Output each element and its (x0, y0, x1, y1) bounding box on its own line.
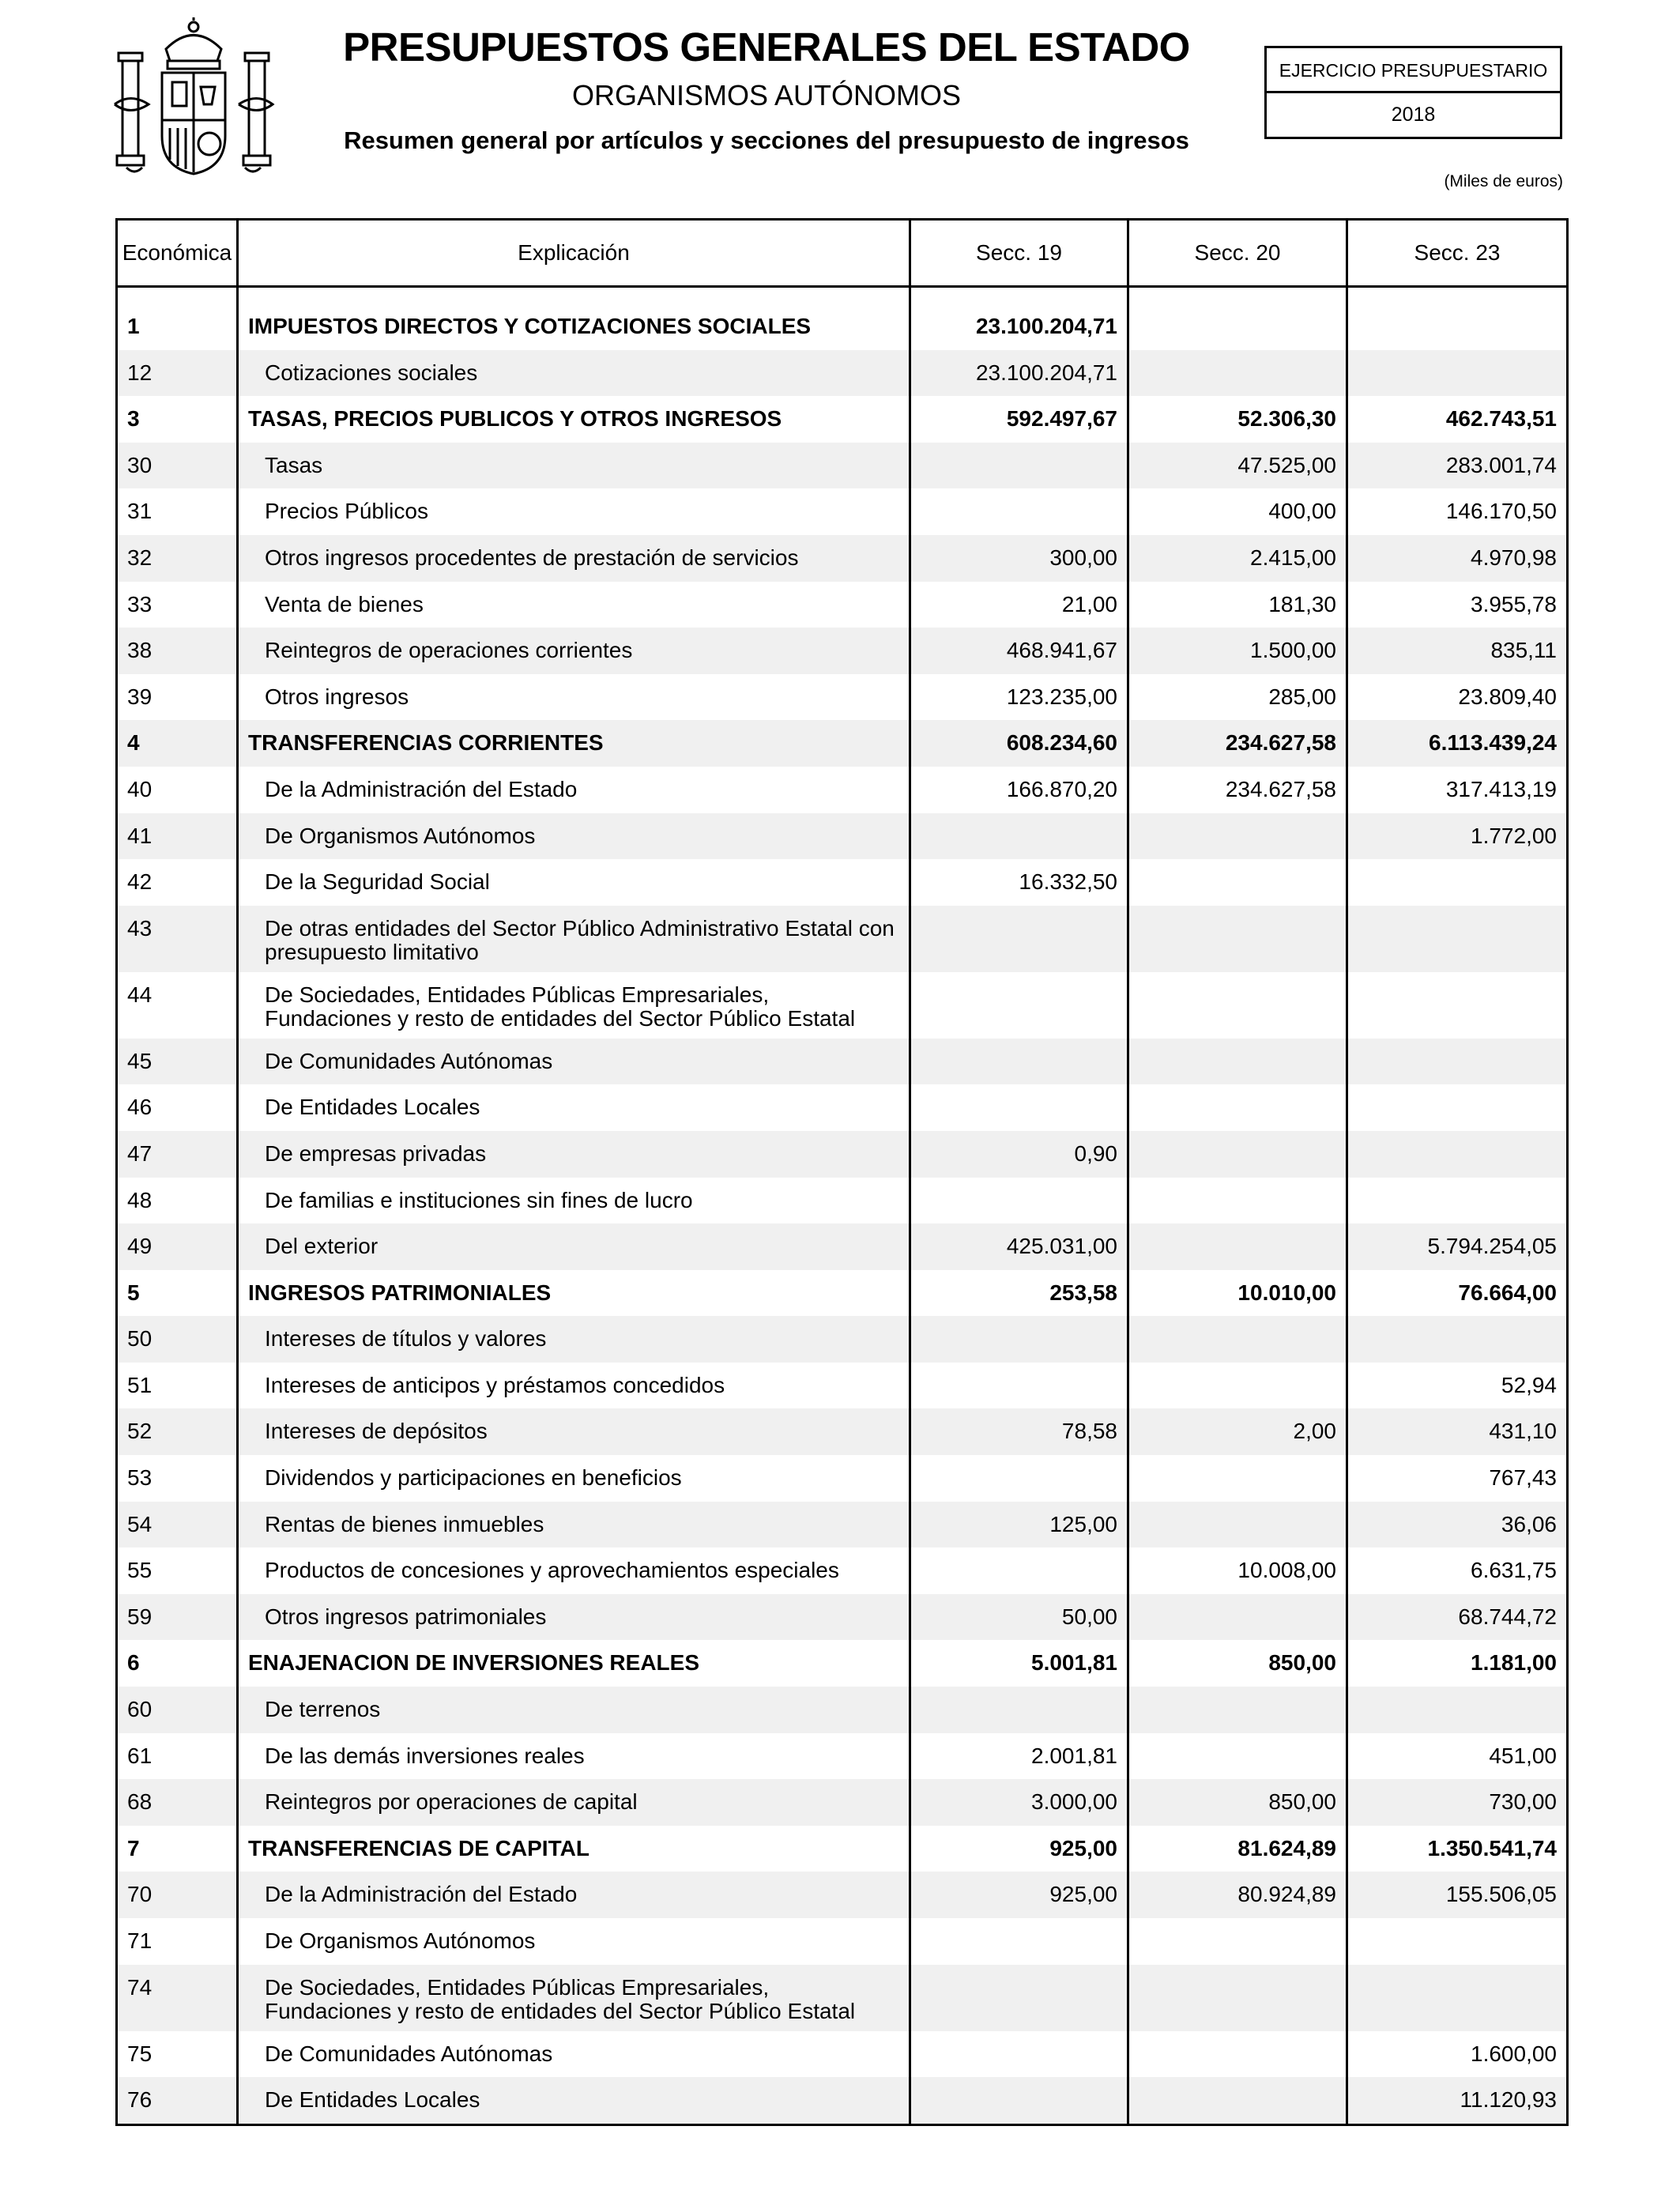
cell-secc-20 (1128, 1502, 1347, 1548)
table-row (117, 396, 1568, 443)
cell-economica: 51 (117, 1363, 238, 1409)
cell-explicacion: De terrenos (238, 1687, 910, 1733)
cell-secc-23: 451,00 (1347, 1733, 1568, 1780)
cell-secc-23: 76.664,00 (1347, 1270, 1568, 1317)
cell-secc-23: 730,00 (1347, 1779, 1568, 1826)
cell-economica: 52 (117, 1408, 238, 1455)
cell-explicacion: Intereses de anticipos y préstamos concedidos (238, 1363, 910, 1409)
cell-explicacion: Del exterior (238, 1223, 910, 1270)
cell-secc-19 (910, 906, 1128, 972)
cell-economica: 6 (117, 1640, 238, 1687)
cell-explicacion: Otros ingresos patrimoniales (238, 1594, 910, 1641)
cell-economica: 30 (117, 443, 238, 489)
cell-secc-23: 4.970,98 (1347, 535, 1568, 582)
cell-secc-20 (1128, 1687, 1347, 1733)
cell-secc-23: 1.600,00 (1347, 2031, 1568, 2078)
table-row (117, 1131, 1568, 1178)
cell-secc-23: 6.631,75 (1347, 1547, 1568, 1594)
cell-secc-23: 5.794.254,05 (1347, 1223, 1568, 1270)
cell-secc-20 (1128, 1131, 1347, 1178)
cell-secc-19 (910, 488, 1128, 535)
cell-secc-20: 80.924,89 (1128, 1872, 1347, 1918)
page-header (0, 0, 1680, 213)
cell-secc-19: 925,00 (910, 1872, 1128, 1918)
cell-explicacion: De empresas privadas (238, 1131, 910, 1178)
ejercicio-label: EJERCICIO PRESUPUESTARIO (1267, 48, 1560, 93)
cell-secc-23 (1347, 1687, 1568, 1733)
cell-economica: 70 (117, 1872, 238, 1918)
cell-explicacion: Reintegros de operaciones corrientes (238, 628, 910, 674)
cell-economica: 40 (117, 767, 238, 813)
col-header-secc-23: Secc. 23 (1347, 220, 1568, 287)
cell-secc-20 (1128, 2031, 1347, 2078)
cell-secc-23 (1347, 1131, 1568, 1178)
cell-economica: 38 (117, 628, 238, 674)
title-block (284, 24, 1249, 156)
cell-secc-20: 52.306,30 (1128, 396, 1347, 443)
cell-secc-19: 5.001,81 (910, 1640, 1128, 1687)
cell-secc-19: 23.100.204,71 (910, 287, 1128, 350)
table-row (117, 443, 1568, 489)
table-row (117, 1826, 1568, 1872)
budget-table (115, 218, 1569, 2126)
cell-secc-19: 425.031,00 (910, 1223, 1128, 1270)
cell-secc-20 (1128, 1316, 1347, 1363)
cell-explicacion: Productos de concesiones y aprovechamientos especiales (238, 1547, 910, 1594)
cell-secc-19: 925,00 (910, 1826, 1128, 1872)
cell-secc-20 (1128, 1363, 1347, 1409)
table-row (117, 1918, 1568, 1965)
table-row (117, 1363, 1568, 1409)
cell-secc-23 (1347, 1039, 1568, 1085)
cell-secc-19 (910, 1455, 1128, 1502)
table-header-row (117, 220, 1568, 287)
cell-economica: 41 (117, 813, 238, 860)
cell-secc-20: 10.008,00 (1128, 1547, 1347, 1594)
cell-secc-23: 317.413,19 (1347, 767, 1568, 813)
units-note: (Miles de euros) (1444, 172, 1563, 190)
cell-secc-23: 36,06 (1347, 1502, 1568, 1548)
cell-secc-23 (1347, 1084, 1568, 1131)
table-row (117, 350, 1568, 397)
table-row (117, 1084, 1568, 1131)
cell-secc-19: 125,00 (910, 1502, 1128, 1548)
cell-secc-20: 1.500,00 (1128, 628, 1347, 674)
col-header-economica: Económica (117, 220, 238, 287)
table-row (117, 535, 1568, 582)
cell-economica: 71 (117, 1918, 238, 1965)
table-row (117, 906, 1568, 972)
cell-explicacion: Otros ingresos procedentes de prestación de servicios (238, 535, 910, 582)
cell-secc-19 (910, 443, 1128, 489)
table-row (117, 1594, 1568, 1641)
cell-secc-20 (1128, 859, 1347, 906)
col-header-explicacion: Explicación (238, 220, 910, 287)
cell-secc-20: 10.010,00 (1128, 1270, 1347, 1317)
cell-secc-23 (1347, 1965, 1568, 2031)
cell-secc-19 (910, 2031, 1128, 2078)
cell-secc-19: 300,00 (910, 535, 1128, 582)
cell-secc-19: 166.870,20 (910, 767, 1128, 813)
cell-economica: 44 (117, 972, 238, 1039)
ejercicio-box (1264, 46, 1562, 139)
cell-explicacion: INGRESOS PATRIMONIALES (238, 1270, 910, 1317)
cell-secc-23: 68.744,72 (1347, 1594, 1568, 1641)
cell-economica: 76 (117, 2077, 238, 2124)
cell-secc-23: 835,11 (1347, 628, 1568, 674)
cell-explicacion: De Sociedades, Entidades Públicas Empresariales, Fundaciones y resto de entidades del Sector Público Estatal (238, 972, 910, 1039)
cell-economica: 33 (117, 582, 238, 628)
cell-secc-20: 285,00 (1128, 674, 1347, 721)
cell-secc-20 (1128, 1733, 1347, 1780)
cell-secc-20: 850,00 (1128, 1640, 1347, 1687)
cell-explicacion: Tasas (238, 443, 910, 489)
cell-economica: 1 (117, 287, 238, 350)
table-row (117, 582, 1568, 628)
cell-secc-23: 767,43 (1347, 1455, 1568, 1502)
table-row (117, 1640, 1568, 1687)
cell-secc-20 (1128, 1455, 1347, 1502)
table-row (117, 2077, 1568, 2124)
cell-explicacion: De Sociedades, Entidades Públicas Empresariales, Fundaciones y resto de entidades del Sector Público Estatal (238, 1965, 910, 2031)
cell-secc-20 (1128, 1223, 1347, 1270)
cell-explicacion: Intereses de depósitos (238, 1408, 910, 1455)
cell-secc-20 (1128, 1594, 1347, 1641)
cell-secc-19 (910, 1178, 1128, 1224)
cell-secc-20 (1128, 1039, 1347, 1085)
cell-explicacion: De familias e instituciones sin fines de lucro (238, 1178, 910, 1224)
cell-explicacion: Reintegros por operaciones de capital (238, 1779, 910, 1826)
cell-economica: 4 (117, 720, 238, 767)
table-row (117, 1687, 1568, 1733)
cell-secc-23: 3.955,78 (1347, 582, 1568, 628)
cell-secc-20 (1128, 813, 1347, 860)
cell-explicacion: TASAS, PRECIOS PUBLICOS Y OTROS INGRESOS (238, 396, 910, 443)
cell-secc-19 (910, 1316, 1128, 1363)
cell-secc-19: 50,00 (910, 1594, 1128, 1641)
cell-secc-23: 11.120,93 (1347, 2077, 1568, 2124)
cell-explicacion: De Entidades Locales (238, 2077, 910, 2124)
cell-explicacion: Otros ingresos (238, 674, 910, 721)
table-row (117, 767, 1568, 813)
table-row (117, 1270, 1568, 1317)
cell-explicacion: De la Administración del Estado (238, 767, 910, 813)
table-row (117, 1039, 1568, 1085)
cell-secc-23: 1.181,00 (1347, 1640, 1568, 1687)
table-row (117, 1779, 1568, 1826)
cell-explicacion: De Organismos Autónomos (238, 1918, 910, 1965)
table-row (117, 720, 1568, 767)
coat-of-arms-icon (111, 17, 277, 179)
page-title: PRESUPUESTOS GENERALES DEL ESTADO (343, 25, 1190, 70)
cell-secc-23: 1.350.541,74 (1347, 1826, 1568, 1872)
cell-economica: 32 (117, 535, 238, 582)
cell-secc-19: 21,00 (910, 582, 1128, 628)
cell-secc-20 (1128, 1918, 1347, 1965)
cell-economica: 39 (117, 674, 238, 721)
cell-secc-19 (910, 1547, 1128, 1594)
cell-secc-23 (1347, 972, 1568, 1039)
cell-secc-20: 234.627,58 (1128, 767, 1347, 813)
cell-explicacion: Intereses de títulos y valores (238, 1316, 910, 1363)
cell-secc-19 (910, 2077, 1128, 2124)
cell-explicacion: Cotizaciones sociales (238, 350, 910, 397)
cell-secc-20 (1128, 1084, 1347, 1131)
cell-explicacion: Rentas de bienes inmuebles (238, 1502, 910, 1548)
cell-secc-23: 23.809,40 (1347, 674, 1568, 721)
cell-secc-23: 431,10 (1347, 1408, 1568, 1455)
cell-explicacion: De Organismos Autónomos (238, 813, 910, 860)
cell-secc-23 (1347, 350, 1568, 397)
table-row (117, 859, 1568, 906)
cell-secc-20: 181,30 (1128, 582, 1347, 628)
cell-explicacion: De otras entidades del Sector Público Administrativo Estatal con presupuesto limitativo (238, 906, 910, 972)
cell-secc-19 (910, 1687, 1128, 1733)
cell-economica: 61 (117, 1733, 238, 1780)
cell-economica: 7 (117, 1826, 238, 1872)
cell-economica: 75 (117, 2031, 238, 2078)
cell-explicacion: De Comunidades Autónomas (238, 1039, 910, 1085)
cell-secc-19: 2.001,81 (910, 1733, 1128, 1780)
cell-economica: 55 (117, 1547, 238, 1594)
cell-explicacion: IMPUESTOS DIRECTOS Y COTIZACIONES SOCIALES (238, 287, 910, 350)
cell-economica: 46 (117, 1084, 238, 1131)
cell-explicacion: De las demás inversiones reales (238, 1733, 910, 1780)
table-row (117, 1733, 1568, 1780)
table-row (117, 1872, 1568, 1918)
cell-secc-20: 47.525,00 (1128, 443, 1347, 489)
cell-secc-20 (1128, 2077, 1347, 2124)
table-row (117, 1965, 1568, 2031)
cell-secc-20 (1128, 906, 1347, 972)
cell-economica: 48 (117, 1178, 238, 1224)
cell-secc-20: 2,00 (1128, 1408, 1347, 1455)
table-row (117, 813, 1568, 860)
cell-secc-19: 592.497,67 (910, 396, 1128, 443)
cell-economica: 68 (117, 1779, 238, 1826)
cell-secc-19 (910, 972, 1128, 1039)
table-row (117, 1502, 1568, 1548)
cell-explicacion: TRANSFERENCIAS DE CAPITAL (238, 1826, 910, 1872)
cell-secc-23 (1347, 1918, 1568, 1965)
col-header-secc-19: Secc. 19 (910, 220, 1128, 287)
cell-explicacion: TRANSFERENCIAS CORRIENTES (238, 720, 910, 767)
cell-secc-23 (1347, 1178, 1568, 1224)
cell-economica: 50 (117, 1316, 238, 1363)
cell-secc-23 (1347, 287, 1568, 350)
page-description: Resumen general por artículos y secciones del presupuesto de ingresos (344, 126, 1189, 154)
table-row (117, 488, 1568, 535)
ejercicio-year: 2018 (1391, 104, 1436, 126)
cell-economica: 31 (117, 488, 238, 535)
cell-secc-19: 23.100.204,71 (910, 350, 1128, 397)
cell-secc-20: 850,00 (1128, 1779, 1347, 1826)
cell-secc-23 (1347, 859, 1568, 906)
cell-secc-20: 81.624,89 (1128, 1826, 1347, 1872)
cell-economica: 43 (117, 906, 238, 972)
cell-secc-19 (910, 1965, 1128, 2031)
cell-secc-19: 78,58 (910, 1408, 1128, 1455)
cell-secc-23: 6.113.439,24 (1347, 720, 1568, 767)
cell-secc-20 (1128, 350, 1347, 397)
cell-economica: 60 (117, 1687, 238, 1733)
cell-secc-20 (1128, 972, 1347, 1039)
cell-secc-19: 468.941,67 (910, 628, 1128, 674)
cell-secc-23: 1.772,00 (1347, 813, 1568, 860)
cell-secc-19: 3.000,00 (910, 1779, 1128, 1826)
table-body (117, 287, 1568, 2125)
cell-secc-20 (1128, 1178, 1347, 1224)
cell-secc-19 (910, 1084, 1128, 1131)
table-row (117, 1178, 1568, 1224)
cell-explicacion: Venta de bienes (238, 582, 910, 628)
cell-secc-23: 283.001,74 (1347, 443, 1568, 489)
cell-secc-19: 16.332,50 (910, 859, 1128, 906)
cell-secc-23: 462.743,51 (1347, 396, 1568, 443)
table-row (117, 972, 1568, 1039)
cell-secc-20: 400,00 (1128, 488, 1347, 535)
cell-economica: 12 (117, 350, 238, 397)
cell-secc-23: 155.506,05 (1347, 1872, 1568, 1918)
cell-secc-19: 253,58 (910, 1270, 1128, 1317)
cell-secc-19: 608.234,60 (910, 720, 1128, 767)
table-row (117, 2031, 1568, 2078)
cell-secc-23: 146.170,50 (1347, 488, 1568, 535)
cell-explicacion: De Entidades Locales (238, 1084, 910, 1131)
cell-economica: 5 (117, 1270, 238, 1317)
cell-secc-20: 234.627,58 (1128, 720, 1347, 767)
cell-explicacion: Dividendos y participaciones en beneficios (238, 1455, 910, 1502)
cell-secc-20: 2.415,00 (1128, 535, 1347, 582)
cell-secc-19: 0,90 (910, 1131, 1128, 1178)
cell-secc-23: 52,94 (1347, 1363, 1568, 1409)
cell-economica: 59 (117, 1594, 238, 1641)
cell-economica: 49 (117, 1223, 238, 1270)
cell-economica: 3 (117, 396, 238, 443)
cell-secc-19 (910, 813, 1128, 860)
cell-economica: 53 (117, 1455, 238, 1502)
cell-economica: 47 (117, 1131, 238, 1178)
table-row (117, 1223, 1568, 1270)
cell-secc-19 (910, 1363, 1128, 1409)
cell-explicacion: De la Seguridad Social (238, 859, 910, 906)
cell-explicacion: De la Administración del Estado (238, 1872, 910, 1918)
table-row (117, 628, 1568, 674)
cell-secc-23 (1347, 1316, 1568, 1363)
cell-explicacion: ENAJENACION DE INVERSIONES REALES (238, 1640, 910, 1687)
cell-explicacion: De Comunidades Autónomas (238, 2031, 910, 2078)
table-row (117, 1316, 1568, 1363)
table-row (117, 1408, 1568, 1455)
cell-economica: 74 (117, 1965, 238, 2031)
cell-secc-19 (910, 1918, 1128, 1965)
table-row (117, 1455, 1568, 1502)
cell-explicacion: Precios Públicos (238, 488, 910, 535)
cell-economica: 54 (117, 1502, 238, 1548)
col-header-secc-20: Secc. 20 (1128, 220, 1347, 287)
table-row (117, 1547, 1568, 1594)
cell-secc-23 (1347, 906, 1568, 972)
table-row (117, 674, 1568, 721)
cell-economica: 42 (117, 859, 238, 906)
cell-secc-20 (1128, 287, 1347, 350)
cell-economica: 45 (117, 1039, 238, 1085)
cell-secc-20 (1128, 1965, 1347, 2031)
table-row (117, 287, 1568, 350)
cell-secc-19 (910, 1039, 1128, 1085)
cell-secc-19: 123.235,00 (910, 674, 1128, 721)
page-subtitle: ORGANISMOS AUTÓNOMOS (571, 79, 962, 111)
